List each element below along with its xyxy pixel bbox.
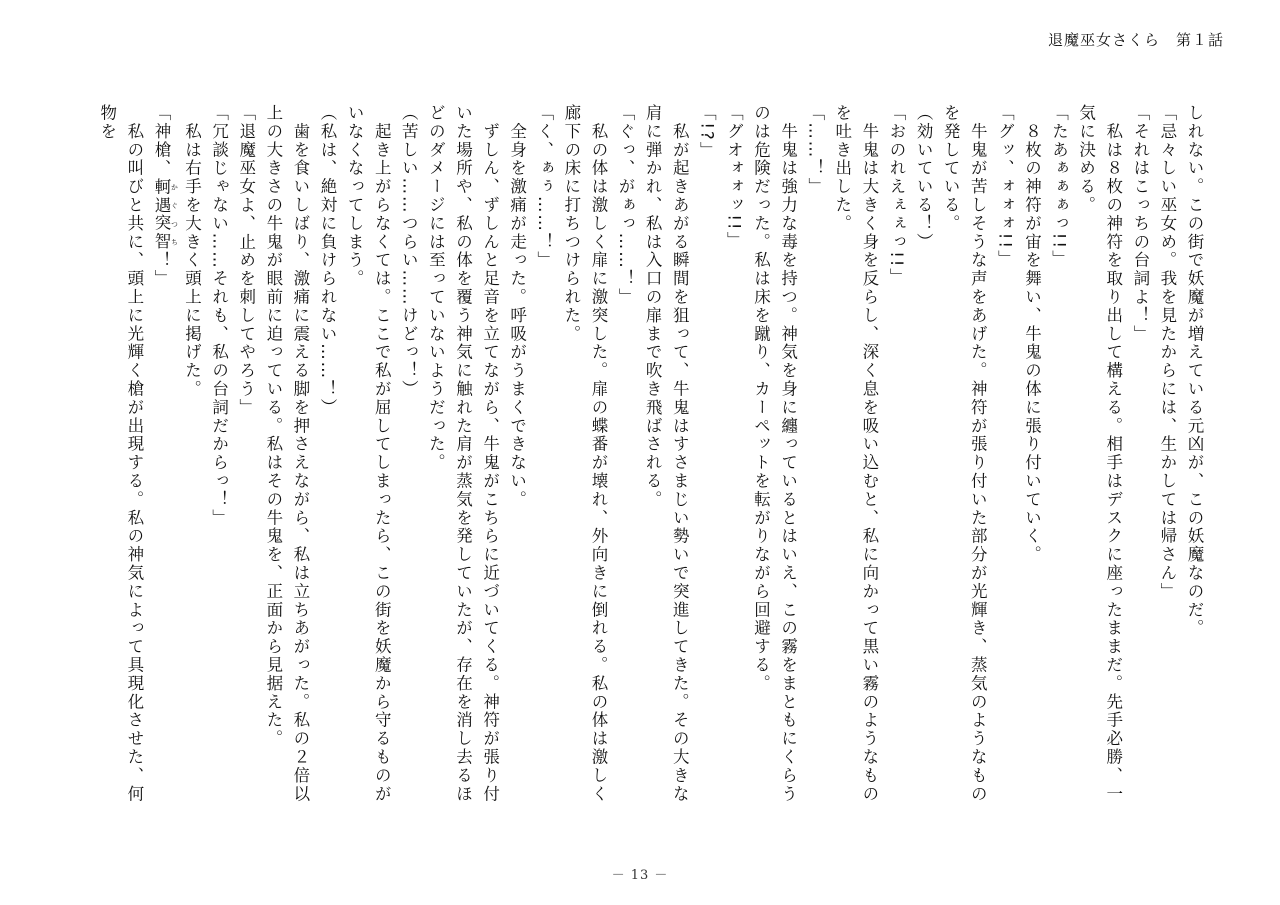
paragraph: 私は８枚の神符を取り出して構える。相手はデスクに座ったままだ。先手必勝、一気に決める。: [1076, 104, 1123, 804]
paragraph: 私の体は激しく扉に激突した。扉の蝶番が壊れ、外向きに倒れる。私の体は激しく廊下の床に打ちつけられた。: [561, 104, 608, 804]
episode-label: 第１話: [1175, 31, 1224, 49]
paragraph: （効いている！）: [914, 104, 934, 252]
ruby-base-1: 軻遇: [151, 177, 171, 215]
paragraph: 私の叫びと共に、頭上に光輝く槍が出現する。私の神気によって具現化させた、何物を: [97, 104, 144, 804]
paragraph: 「退魔巫女よ、止めを刺してやろう」: [236, 104, 256, 417]
paragraph: ずしん、ずしんと足音を立てながら、牛鬼がこちらに近づいてくる。神符が張り付いた場所や、私の体を覆う神気に触れた肩が蒸気を発していたが、存在を消し去るほどのダメージには至っていないようだった。: [426, 104, 500, 804]
running-header: [1048, 29, 1224, 50]
paragraph: 「グオォォッ!!」: [724, 104, 744, 250]
paragraph: 「く、ぁぅ……！」: [534, 104, 554, 270]
paragraph: 「ぐっ、がぁっ……！」: [616, 104, 636, 307]
paragraph: 「おのれえぇぇっ!!」: [886, 104, 906, 287]
paragraph: 起き上がらなくては。ここで私が屈してしまったら、この街を妖魔から守るものがいなくなってしまう。: [345, 104, 392, 804]
ruby-line-before: 「神槍、: [151, 104, 171, 178]
ruby-base-2: 突智: [151, 214, 171, 252]
ruby-reading-1: かぐ: [170, 177, 179, 215]
paragraph: 「それはこっちの台詞よ！」: [1130, 104, 1150, 344]
paragraph: 私は右手を大きく頭上に掲げた。: [182, 104, 202, 399]
body-text: [48, 104, 1208, 804]
paragraph: 牛鬼は強力な毒を持つ。神気を身に纏っているとはいえ、この霧をまともにくらうのは危険だった。私は床を蹴り、カーペットを転がりながら回避する。: [751, 104, 798, 804]
ruby-line-after: ！」: [151, 251, 171, 289]
paragraph: 「グッ、ォォォ!!」: [995, 104, 1015, 269]
paragraph: 私が起きあがる瞬間を狙って、牛鬼はすさまじい勢いで突進してきた。その大きな肩に弾かれ、私は入口の扉まで吹き飛ばされる。: [643, 104, 690, 804]
paragraph: 「冗談じゃない……それも、私の台詞だからっ！」: [209, 104, 229, 528]
paragraph: 牛鬼が苦しそうな声をあげた。神符が張り付いた部分が光輝き、蒸気のようなものを発している。: [941, 104, 988, 804]
ruby-reading-2: つち: [170, 214, 179, 252]
paragraph: 全身を激痛が走った。呼吸がうまくできない。: [507, 104, 527, 509]
ruby-paragraph: [148, 104, 179, 804]
paragraph: 歯を食いしばり、激痛に震える脚を押さえながら、私は立ちあがった。私の２倍以上の大きさの牛鬼が眼前に迫っている。私はその牛鬼を、正面から見据えた。: [263, 104, 310, 804]
ruby-word-1: [151, 177, 179, 215]
book-title: 退魔巫女さくら: [1047, 31, 1160, 49]
paragraph: 牛鬼は大きく身を反らし、深く息を吸い込むと、私に向かって黒い霧のようなものを吐き出した。: [832, 104, 879, 804]
paragraph: 「!?」: [697, 104, 717, 160]
paragraph: 「……！」: [805, 104, 825, 196]
paragraph: 「たあぁぁぁっ!!」: [1049, 104, 1069, 269]
ruby-word-2: [151, 214, 179, 252]
page-number: － 13 －: [611, 868, 669, 883]
paragraph: しれない。この街で妖魔が増えている元凶が、この妖魔なのだ。: [1185, 104, 1204, 638]
paragraph: 「忌々しい巫女め。我を見たからには、生かしては帰さん」: [1157, 104, 1177, 601]
paragraph: （私は、絶対に負けられない……！）: [318, 104, 337, 417]
paragraph: ８枚の神符が宙を舞い、牛鬼の体に張り付いていく。: [1022, 104, 1042, 564]
paragraph: （苦しい……つらい……けどっ！）: [399, 104, 419, 399]
